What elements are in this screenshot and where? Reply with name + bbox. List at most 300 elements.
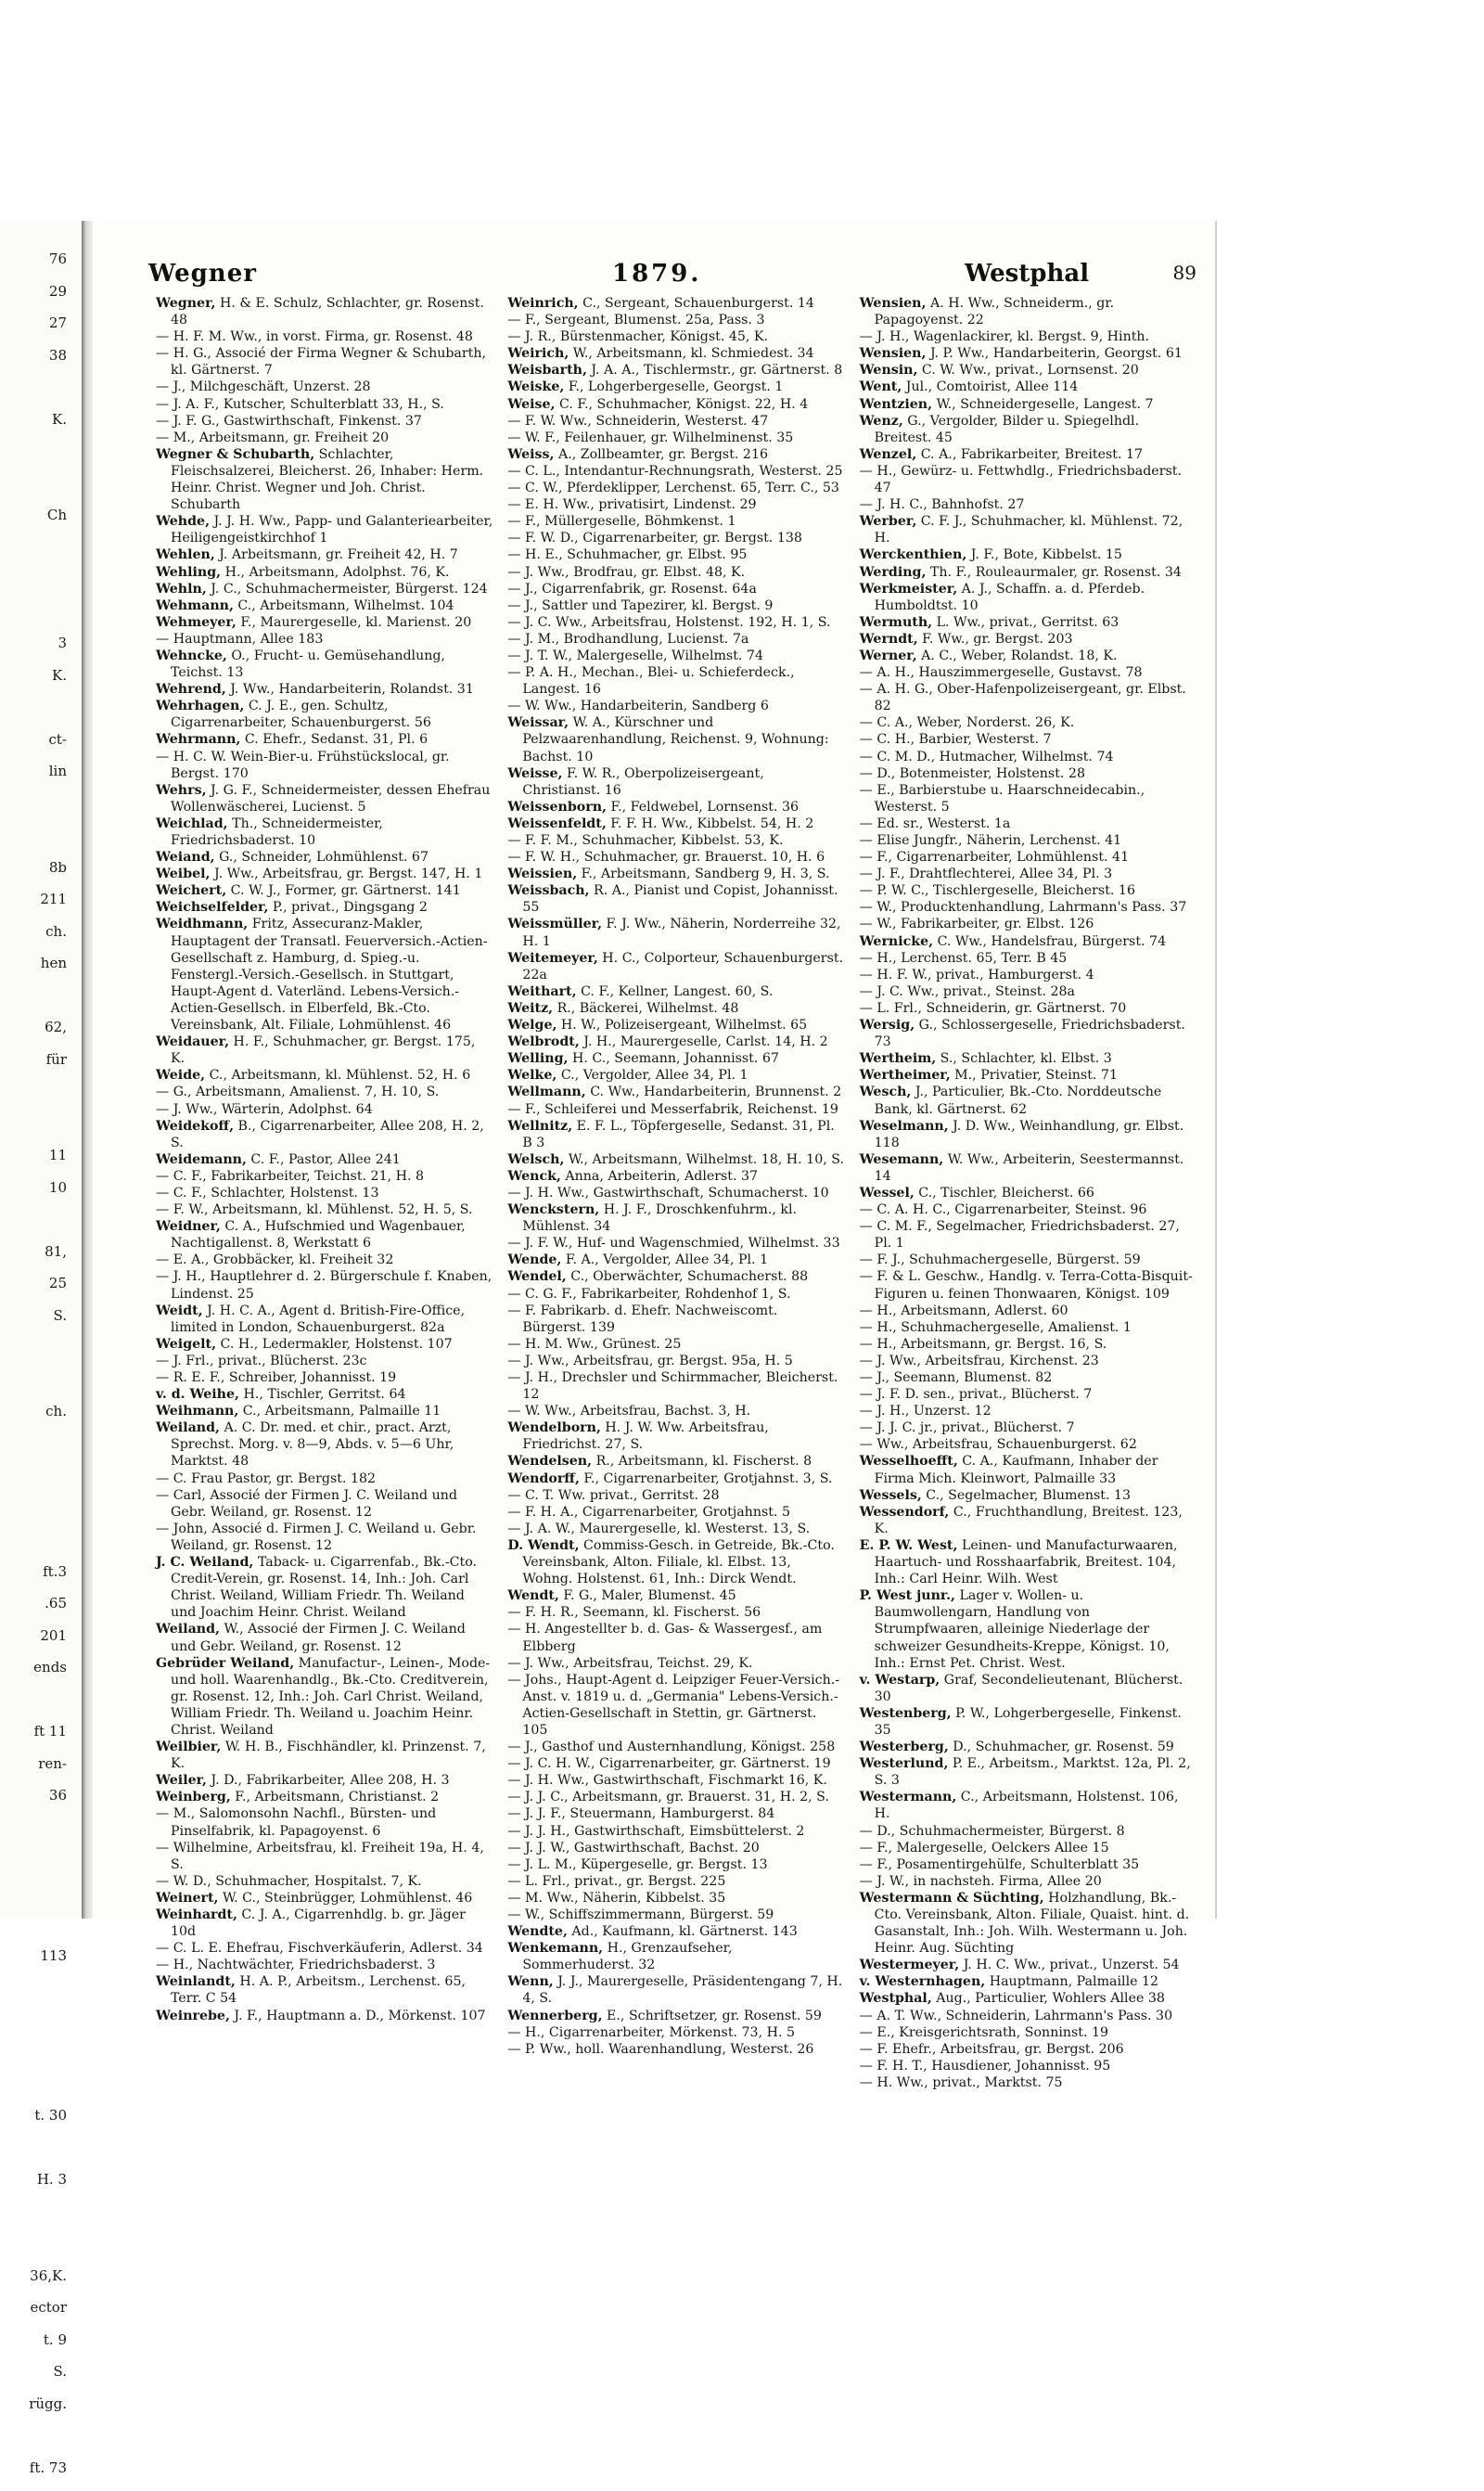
margin-fragment: S.: [0, 1307, 67, 1340]
entry-surname: Wehln,: [156, 582, 207, 597]
margin-fragment: [0, 1979, 67, 2011]
entry-details: L. Ww., privat., Gerritst. 63: [932, 615, 1119, 630]
entry-details: — Wilhelmine, Arbeitsfrau, kl. Freiheit 19a, H. 4, S.: [156, 1841, 484, 1872]
directory-entry: [507, 1890, 844, 1907]
entry-details: — F., Posamentirgehülfe, Schulterblatt 35: [860, 1857, 1139, 1872]
directory-entry: [156, 749, 493, 782]
directory-entry: [860, 664, 1196, 681]
directory-entry: [156, 1554, 493, 1621]
entry-details: — W., Schiffszimmermann, Bürgerst. 59: [507, 1907, 774, 1922]
entry-surname: Wensin,: [860, 363, 918, 378]
directory-entry: [156, 1034, 493, 1067]
directory-entry: [507, 1235, 844, 1252]
entry-details: J. Arbeitsmann, gr. Freiheit 42, H. 7: [215, 547, 458, 562]
margin-fragment: 29: [0, 283, 67, 315]
directory-entry: [156, 916, 493, 1034]
entry-surname: Westermeyer,: [860, 1958, 960, 1972]
entry-details: — E., Kreisgerichtsrath, Sonninst. 19: [860, 2025, 1108, 2040]
directory-entry: [156, 1386, 493, 1403]
directory-entry: [860, 1017, 1196, 1050]
entry-details: — Johs., Haupt-Agent d. Leipziger Feuer-Versich.-Anst. v. 1819 u. d. „Germania" Lebens-Versich.-Actien-Gesellschaft in Stettin, gr. Gärtnerst. 105: [507, 1673, 839, 1738]
directory-entry: [507, 1923, 844, 1940]
directory-entry: [507, 983, 844, 1000]
entry-details: — W., Producktenhandlung, Lahrmann's Pass. 37: [860, 900, 1187, 915]
directory-entry: [507, 328, 844, 345]
entry-details: — J. J. F., Steuermann, Hamburgerst. 84: [507, 1806, 774, 1821]
directory-entry: [860, 631, 1196, 648]
margin-fragment: [0, 1115, 67, 1148]
entry-details: — C. F., Schlachter, Holstenst. 13: [156, 1186, 378, 1201]
entry-surname: Weiske,: [507, 379, 564, 394]
entry-details: G., Schneider, Lohmühlenst. 67: [215, 850, 429, 865]
directory-entry: [507, 564, 844, 581]
directory-entry: [860, 849, 1196, 866]
entry-details: W. A., Kürschner und Pelzwaarenhandlung, Reichenst. 9, Wohnung: Bachst. 10: [522, 715, 828, 764]
margin-fragment: [0, 2235, 67, 2267]
entry-details: Th., Schneidermeister, Friedrichsbaderst. 10: [171, 816, 383, 848]
entry-surname: Wegner,: [156, 296, 215, 311]
entry-details: — C. M. D., Hutmacher, Wilhelmst. 74: [860, 750, 1114, 764]
entry-details: H. & E. Schulz, Schlachter, gr. Rosenst. 48: [171, 296, 484, 327]
directory-entry: [860, 546, 1196, 563]
entry-surname: v. Westarp,: [860, 1673, 940, 1688]
entry-details: — H., Arbeitsmann, Adlerst. 60: [860, 1303, 1068, 1318]
directory-entry: [507, 1067, 844, 1084]
page-header: [148, 260, 1196, 297]
entry-details: — J. H., Hauptlehrer d. 2. Bürgerschule f. Knaben, Lindenst. 25: [156, 1269, 492, 1301]
directory-entry: [860, 714, 1196, 731]
entry-surname: Weidemann,: [156, 1152, 247, 1167]
entry-details: C. J. A., Cigarrenhdlg. b. gr. Jäger 10d: [171, 1907, 466, 1939]
entry-surname: Weitemeyer,: [507, 951, 597, 966]
directory-entry: [860, 1487, 1196, 1504]
entry-details: R. A., Pianist und Copist, Johannisst. 55: [522, 883, 838, 915]
entry-details: F., Lohgerbergeselle, Georgst. 1: [564, 379, 783, 394]
directory-entry: [156, 1487, 493, 1521]
entry-surname: Weidt,: [156, 1303, 203, 1318]
directory-entry: [507, 1672, 844, 1739]
entry-details: — C. F., Fabrikarbeiter, Teichst. 21, H. 8: [156, 1169, 424, 1184]
directory-entry: [507, 916, 844, 949]
directory-entry: [507, 2024, 844, 2041]
book-gutter: [82, 221, 93, 1919]
entry-details: H., Grenzaufseher, Sommerhuderst. 32: [522, 1941, 732, 1972]
entry-details: F. A., Vergolder, Allee 34, Pl. 1: [561, 1252, 768, 1267]
entry-details: F. W. R., Oberpolizeisergeant, Christianst. 16: [522, 766, 763, 798]
entry-surname: Weisbarth,: [507, 363, 587, 378]
margin-fragment: K.: [0, 411, 67, 443]
directory-entry: [860, 614, 1196, 631]
entry-details: — F., Schleiferei und Messerfabrik, Reichenst. 19: [507, 1102, 838, 1117]
entry-details: C. Ehefr., Sedanst. 31, Pl. 6: [240, 732, 428, 747]
directory-entry: [156, 1521, 493, 1554]
directory-entry: [860, 1268, 1196, 1302]
directory-entry: [860, 513, 1196, 546]
directory-entry: [156, 564, 493, 581]
entry-surname: Wenn,: [507, 1974, 553, 1989]
directory-entry: [507, 463, 844, 480]
directory-entry: [860, 581, 1196, 614]
header-last-entry: Westphal: [965, 260, 1089, 288]
directory-entry: [507, 295, 844, 312]
directory-entry: [860, 396, 1196, 413]
directory-entry: [507, 631, 844, 648]
entry-surname: Weidekoff,: [156, 1119, 234, 1134]
entry-surname: Wellnitz,: [507, 1119, 572, 1134]
margin-fragment: [0, 571, 67, 603]
directory-entry: [507, 1973, 844, 2007]
entry-surname: D. Wendt,: [507, 1538, 579, 1553]
entry-details: Commiss-Gesch. in Getreide, Bk.-Cto. Vereinsbank, Alton. Filiale, kl. Elbst. 13, Wohng. Holstenst. 61, Inh.: Dirck Wendt.: [522, 1538, 835, 1586]
directory-entry: [156, 698, 493, 731]
directory-entry: [860, 1218, 1196, 1252]
directory-entry: [156, 446, 493, 513]
entry-details: J. D. Ww., Weinhandlung, gr. Elbst. 118: [875, 1119, 1184, 1150]
entry-details: J., Particulier, Bk.-Cto. Norddeutsche Bank, kl. Gärtnerst. 62: [875, 1085, 1162, 1116]
entry-details: O., Frucht- u. Gemüsehandlung, Teichst. 13: [171, 648, 445, 680]
entry-surname: Westenberg,: [860, 1706, 952, 1721]
margin-fragment: ft 11: [0, 1723, 67, 1755]
entry-details: W. H. B., Fischhändler, kl. Prinzenst. 7, K.: [171, 1740, 486, 1771]
directory-entry: [860, 1336, 1196, 1353]
directory-entry: [860, 496, 1196, 513]
entry-details: F. G., Maler, Blumenst. 45: [559, 1588, 736, 1603]
directory-entry: [860, 765, 1196, 782]
entry-surname: Weissbach,: [507, 883, 589, 898]
entry-details: — J. J. W., Gastwirthschaft, Bachst. 20: [507, 1841, 759, 1855]
entry-details: — Ed. sr., Westerst. 1a: [860, 816, 1011, 831]
entry-surname: Weissar,: [507, 715, 569, 730]
entry-surname: Weidhmann,: [156, 917, 248, 931]
margin-fragment: ft.3: [0, 1563, 67, 1596]
entry-details: J. C., Schuhmachermeister, Bürgerst. 124: [207, 582, 488, 597]
entry-surname: Wehrhagen,: [156, 699, 244, 713]
entry-details: — F. & L. Geschw., Handlg. v. Terra-Cotta-Bisquit-Figuren u. feinen Thonwaaren, Königst. 109: [860, 1269, 1193, 1301]
entry-surname: Weissenfeldt,: [507, 816, 606, 831]
entry-details: Ad., Kaufmann, kl. Gärtnerst. 143: [568, 1924, 798, 1939]
directory-entry: [156, 1470, 493, 1487]
margin-fragment: [0, 1371, 67, 1404]
directory-entry: [507, 799, 844, 815]
directory-entry: [156, 1118, 493, 1151]
entry-details: — J. J. H., Gastwirthschaft, Eimsbüttelerst. 2: [507, 1824, 804, 1839]
entry-columns: [156, 295, 1196, 1909]
directory-entry: [860, 1705, 1196, 1739]
entry-details: A. H. Ww., Schneiderm., gr. Papagoyenst. 22: [875, 296, 1114, 327]
entry-details: W., Arbeitsmann, kl. Schmiedest. 34: [569, 346, 813, 361]
entry-details: — A. T. Ww., Schneiderin, Lahrmann's Pass. 30: [860, 2009, 1172, 2023]
margin-fragment: 8b: [0, 859, 67, 892]
entry-details: — F. W. D., Cigarrenarbeiter, gr. Bergst. 138: [507, 531, 802, 546]
directory-entry: [507, 1739, 844, 1755]
entry-surname: Welke,: [507, 1068, 556, 1083]
directory-entry: [156, 1739, 493, 1772]
header-first-entry: Wegner: [148, 260, 257, 288]
entry-details: — F. J., Schuhmachergeselle, Bürgerst. 59: [860, 1252, 1141, 1267]
directory-entry: [860, 1185, 1196, 1201]
column-1: [156, 295, 493, 1909]
margin-fragment: [0, 2075, 67, 2108]
directory-entry: [507, 1252, 844, 1268]
entry-details: R., Bäckerei, Wilhelmst. 48: [553, 1001, 738, 1016]
directory-entry: [507, 345, 844, 362]
margin-fragment: 81,: [0, 1243, 67, 1276]
entry-surname: Weichlad,: [156, 816, 228, 831]
directory-entry: [860, 1890, 1196, 1957]
directory-entry: [860, 967, 1196, 983]
entry-details: — H., Arbeitsmann, gr. Bergst. 16, S.: [860, 1337, 1107, 1352]
entry-details: — H. G., Associé der Firma Wegner & Schubarth, kl. Gärtnerst. 7: [156, 346, 486, 378]
directory-entry: [156, 866, 493, 882]
directory-entry: [507, 1268, 844, 1285]
directory-entry: [507, 2041, 844, 2058]
directory-entry: [156, 1772, 493, 1789]
entry-details: C., Arbeitsmann, kl. Mühlenst. 52, H. 6: [205, 1068, 470, 1083]
entry-details: — H., Cigarrenarbeiter, Mörkenst. 73, H. 5: [507, 2025, 795, 2040]
directory-entry: [860, 413, 1196, 446]
directory-entry: [156, 1218, 493, 1252]
entry-details: C. W. J., Former, gr. Gärtnerst. 141: [226, 883, 461, 898]
directory-entry: [507, 597, 844, 614]
directory-entry: [860, 362, 1196, 379]
entry-surname: J. C. Weiland,: [156, 1555, 253, 1570]
directory-entry: [507, 430, 844, 446]
directory-entry: [860, 1201, 1196, 1218]
entry-surname: Weigelt,: [156, 1337, 216, 1352]
entry-details: — L. Frl., Schneiderin, gr. Gärtnerst. 70: [860, 1001, 1127, 1016]
directory-entry: [156, 513, 493, 546]
margin-fragment: 25: [0, 1275, 67, 1307]
directory-entry: [507, 312, 844, 328]
directory-entry: [860, 866, 1196, 882]
directory-entry: [156, 882, 493, 899]
directory-entry: [860, 1303, 1196, 1319]
entry-details: — H., Nachtwächter, Friedrichsbaderst. 3: [156, 1958, 435, 1972]
directory-entry: [507, 1369, 844, 1403]
entry-surname: Weidner,: [156, 1219, 221, 1234]
entry-details: — F. H. R., Seemann, kl. Fischerst. 56: [507, 1605, 761, 1620]
entry-details: — J. Frl., privat., Blücherst. 23c: [156, 1354, 366, 1368]
directory-entry: [507, 2008, 844, 2024]
directory-entry: [156, 597, 493, 614]
entry-details: — C. H., Barbier, Westerst. 7: [860, 732, 1052, 747]
directory-entry: [860, 2041, 1196, 2058]
entry-details: E. F. L., Töpfergeselle, Sedanst. 31, Pl. B 3: [522, 1119, 834, 1150]
directory-entry: [507, 1587, 844, 1604]
directory-entry: [860, 950, 1196, 967]
entry-details: — D., Schuhmachermeister, Bürgerst. 8: [860, 1824, 1125, 1839]
directory-entry: [156, 430, 493, 446]
entry-details: — J. C. Ww., Arbeitsfrau, Holstenst. 192, H. 1, S.: [507, 615, 830, 630]
entry-details: — J. H., Unzerst. 12: [860, 1404, 991, 1419]
directory-entry: [156, 1201, 493, 1218]
margin-fragment: K.: [0, 667, 67, 700]
entry-details: H. C., Colporteur, Schauenburgerst. 22a: [522, 951, 843, 982]
entry-details: Th. F., Rouleaurmaler, gr. Rosenst. 34: [926, 565, 1181, 580]
directory-entry: [860, 1957, 1196, 1973]
entry-details: F., Feldwebel, Lornsenst. 36: [607, 800, 799, 815]
directory-entry: [507, 1856, 844, 1873]
entry-details: — E., Barbierstube u. Haarschneidecabin., Westerst. 5: [860, 783, 1145, 815]
entry-details: C., Tischler, Bleicherst. 66: [915, 1186, 1094, 1201]
directory-entry: [860, 1789, 1196, 1822]
entry-details: — G., Arbeitsmann, Amalienst. 7, H. 10, S.: [156, 1085, 439, 1099]
entry-surname: Wende,: [507, 1252, 561, 1267]
directory-entry: [507, 1353, 844, 1369]
entry-details: — H. E., Schuhmacher, gr. Elbst. 95: [507, 547, 747, 562]
previous-page-text-fragments: [0, 250, 67, 2491]
directory-entry: [860, 2058, 1196, 2074]
entry-details: F., Maurergeselle, kl. Marienst. 20: [237, 615, 471, 630]
directory-entry: [860, 1252, 1196, 1268]
margin-fragment: 113: [0, 1947, 67, 1980]
entry-details: D., Schuhmacher, gr. Rosenst. 59: [949, 1740, 1174, 1754]
entry-details: — J., Seemann, Blumenst. 82: [860, 1370, 1053, 1385]
entry-details: Holzhandlung, Bk.-Cto. Vereinsbank, Alton. Filiale, Quaist. hint. d. Gasanstalt, Inh.: Joh. Wilh. Westermann u. Joh. Heinr. Aug. Süchting: [875, 1891, 1190, 1956]
directory-entry: [860, 1403, 1196, 1419]
directory-entry: [860, 815, 1196, 832]
margin-fragment: [0, 443, 67, 475]
directory-entry: [507, 1201, 844, 1235]
directory-entry: [860, 882, 1196, 899]
entry-surname: Wennerberg,: [507, 2009, 602, 2023]
margin-fragment: S.: [0, 2363, 67, 2395]
entry-details: — J. H., Drechsler und Schirmmacher, Bleicherst. 12: [507, 1370, 838, 1402]
directory-entry: [156, 581, 493, 597]
entry-details: — J. J. C. jr., privat., Blücherst. 7: [860, 1420, 1075, 1435]
entry-details: — J. H. Ww., Gastwirthschaft, Fischmarkt 16, K.: [507, 1773, 827, 1788]
directory-entry: [507, 1873, 844, 1890]
directory-entry: [507, 698, 844, 714]
header-year: 1879.: [612, 260, 701, 288]
entry-surname: Wehrmann,: [156, 732, 240, 747]
directory-entry: [860, 1587, 1196, 1671]
entry-details: — J. H., Wagenlackirer, kl. Bergst. 9, Hinth.: [860, 329, 1149, 344]
entry-details: F., Arbeitsmann, Christianst. 2: [231, 1790, 439, 1804]
entry-surname: Weiland,: [156, 1622, 220, 1637]
margin-fragment: [0, 1851, 67, 1883]
directory-entry: [156, 1973, 493, 2007]
directory-entry: [860, 1419, 1196, 1436]
entry-details: F., Cigarrenarbeiter, Grotjahnst. 3, S.: [580, 1471, 833, 1486]
directory-entry: [507, 1487, 844, 1504]
directory-entry: [507, 664, 844, 698]
entry-details: A., Zollbeamter, gr. Bergst. 216: [554, 447, 768, 462]
entry-details: — C. A., Weber, Norderst. 26, K.: [860, 715, 1075, 730]
margin-fragment: t. 9: [0, 2331, 67, 2364]
directory-entry: [156, 1873, 493, 1890]
directory-entry: [507, 1101, 844, 1118]
directory-entry: [156, 1403, 493, 1419]
entry-details: — M., Arbeitsmann, gr. Freiheit 20: [156, 430, 389, 445]
margin-fragment: [0, 603, 67, 636]
entry-surname: Weinert,: [156, 1891, 219, 1906]
entry-surname: Weiler,: [156, 1773, 207, 1788]
entry-details: — J., Milchgeschäft, Unzerst. 28: [156, 379, 371, 394]
entry-details: — F. W., Arbeitsmann, kl. Mühlenst. 52, H. 5, S.: [156, 1202, 472, 1217]
entry-surname: Wehncke,: [156, 648, 227, 663]
entry-details: — W. Ww., Handarbeiterin, Sandberg 6: [507, 699, 769, 713]
entry-details: — J. W., in nachsteh. Firma, Allee 20: [860, 1874, 1102, 1889]
directory-entry: [860, 782, 1196, 815]
column-3: [860, 295, 1196, 1909]
entry-details: J. Ww., Handarbeiterin, Rolandst. 31: [226, 682, 474, 697]
directory-entry: [860, 1067, 1196, 1084]
entry-surname: Wensien,: [860, 296, 927, 311]
margin-fragment: [0, 1499, 67, 1532]
entry-surname: Wessendorf,: [860, 1505, 950, 1520]
margin-fragment: [0, 795, 67, 828]
directory-entry: [507, 446, 844, 463]
directory-entry: [156, 1805, 493, 1839]
margin-fragment: [0, 1819, 67, 1852]
directory-entry: [860, 1739, 1196, 1755]
entry-details: W. C., Steinbrügger, Lohmühlenst. 46: [219, 1891, 473, 1906]
entry-surname: Weiand,: [156, 850, 215, 865]
directory-entry: [156, 1957, 493, 1973]
margin-fragment: [0, 2043, 67, 2075]
directory-entry: [860, 899, 1196, 916]
entry-details: C. A., Hufschmied und Wagenbauer, Nachtigallenst. 8, Werkstatt 6: [171, 1219, 466, 1251]
directory-entry: [156, 1168, 493, 1185]
entry-details: — J. Ww., Arbeitsfrau, Kirchenst. 23: [860, 1354, 1099, 1368]
entry-details: — E. A., Grobbäcker, kl. Freiheit 32: [156, 1252, 393, 1267]
directory-entry: [156, 1084, 493, 1100]
entry-surname: Welling,: [507, 1051, 568, 1066]
directory-entry: [156, 648, 493, 681]
entry-details: J. D., Fabrikarbeiter, Allee 208, H. 3: [207, 1773, 450, 1788]
entry-details: — John, Associé d. Firmen J. C. Weiland u. Gebr. Weiland, gr. Rosenst. 12: [156, 1522, 476, 1553]
directory-entry: [156, 1067, 493, 1084]
entry-details: — W. D., Schuhmacher, Hospitalst. 7, K.: [156, 1874, 422, 1889]
entry-details: — J. J. C., Arbeitsmann, gr. Brauerst. 31, H. 2, S.: [507, 1790, 829, 1804]
entry-details: — J., Gasthof und Austernhandlung, Königst. 258: [507, 1740, 835, 1754]
entry-details: Anna, Arbeiterin, Adlerst. 37: [561, 1169, 758, 1184]
margin-fragment: [0, 1691, 67, 1724]
entry-surname: Wehmeyer,: [156, 615, 237, 630]
entry-details: — H. Angestellter b. d. Gas- & Wassergesf., am Elbberg: [507, 1622, 822, 1653]
entry-details: G., Vergolder, Bilder u. Spiegelhdl. Breitest. 45: [875, 414, 1139, 445]
entry-details: — J., Cigarrenfabrik, gr. Rosenst. 64a: [507, 582, 756, 597]
margin-fragment: ector: [0, 2299, 67, 2331]
entry-details: J. A. A., Tischlermstr., gr. Gärtnerst. 8: [587, 363, 842, 378]
directory-entry: [156, 1940, 493, 1957]
entry-surname: E. P. W. West,: [860, 1538, 958, 1553]
entry-details: — H. Ww., privat., Marktst. 75: [860, 2075, 1063, 2090]
entry-surname: Westermann,: [860, 1790, 957, 1804]
entry-details: F. F. H. Ww., Kibbelst. 54, H. 2: [607, 816, 814, 831]
entry-details: C. F. J., Schuhmacher, kl. Mühlenst. 72, H.: [875, 514, 1183, 546]
directory-entry: [860, 1353, 1196, 1369]
entry-details: H. J. F., Droschkenfuhrm., kl. Mühlenst. 34: [522, 1202, 797, 1234]
entry-details: Manufactur-, Leinen-, Mode- und holl. Waarenhandlg., Bk.-Cto. Creditverein, gr. Rosenst. 12, Inh.: Joh. Carl Christ. Weiland, William Friedr. Th. Weiland u. Joachim Heinr. Christ. Weiland: [171, 1656, 490, 1738]
margin-fragment: 38: [0, 347, 67, 379]
directory-entry: [156, 1101, 493, 1118]
entry-details: Hauptmann, Palmaille 12: [985, 1974, 1158, 1989]
entry-details: Fritz, Assecuranz-Makler, Hauptagent der Transatl. Feuerversich.-Actien-Gesellschaft z. Hamburg, d. Spieg.-u. Fenstergl.-Versich.-Gesellsch. in Stuttgart, Haupt-Agent d. Vaterländ. Lebens-Versich.-Actien-Gesellsch. in Elberfeld, Bk.-Cto. Vereinsbank, Alt. Filiale, Lohmühlenst. 46: [171, 917, 488, 1033]
entry-details: — J. C. H. W., Cigarrenarbeiter, gr. Gärtnerst. 19: [507, 1756, 830, 1771]
margin-fragment: 27: [0, 315, 67, 347]
entry-details: — M. Ww., Näherin, Kibbelst. 35: [507, 1891, 725, 1906]
entry-surname: Wesch,: [860, 1085, 912, 1099]
entry-surname: Werndt,: [860, 632, 918, 647]
directory-entry: [860, 1840, 1196, 1856]
directory-entry: [156, 1419, 493, 1470]
entry-details: — J. F. D. sen., privat., Blücherst. 7: [860, 1387, 1093, 1402]
entry-surname: Wendt,: [507, 1588, 559, 1603]
entry-details: — Elise Jungfr., Näherin, Lerchenst. 41: [860, 833, 1122, 848]
directory-entry: [860, 1453, 1196, 1486]
